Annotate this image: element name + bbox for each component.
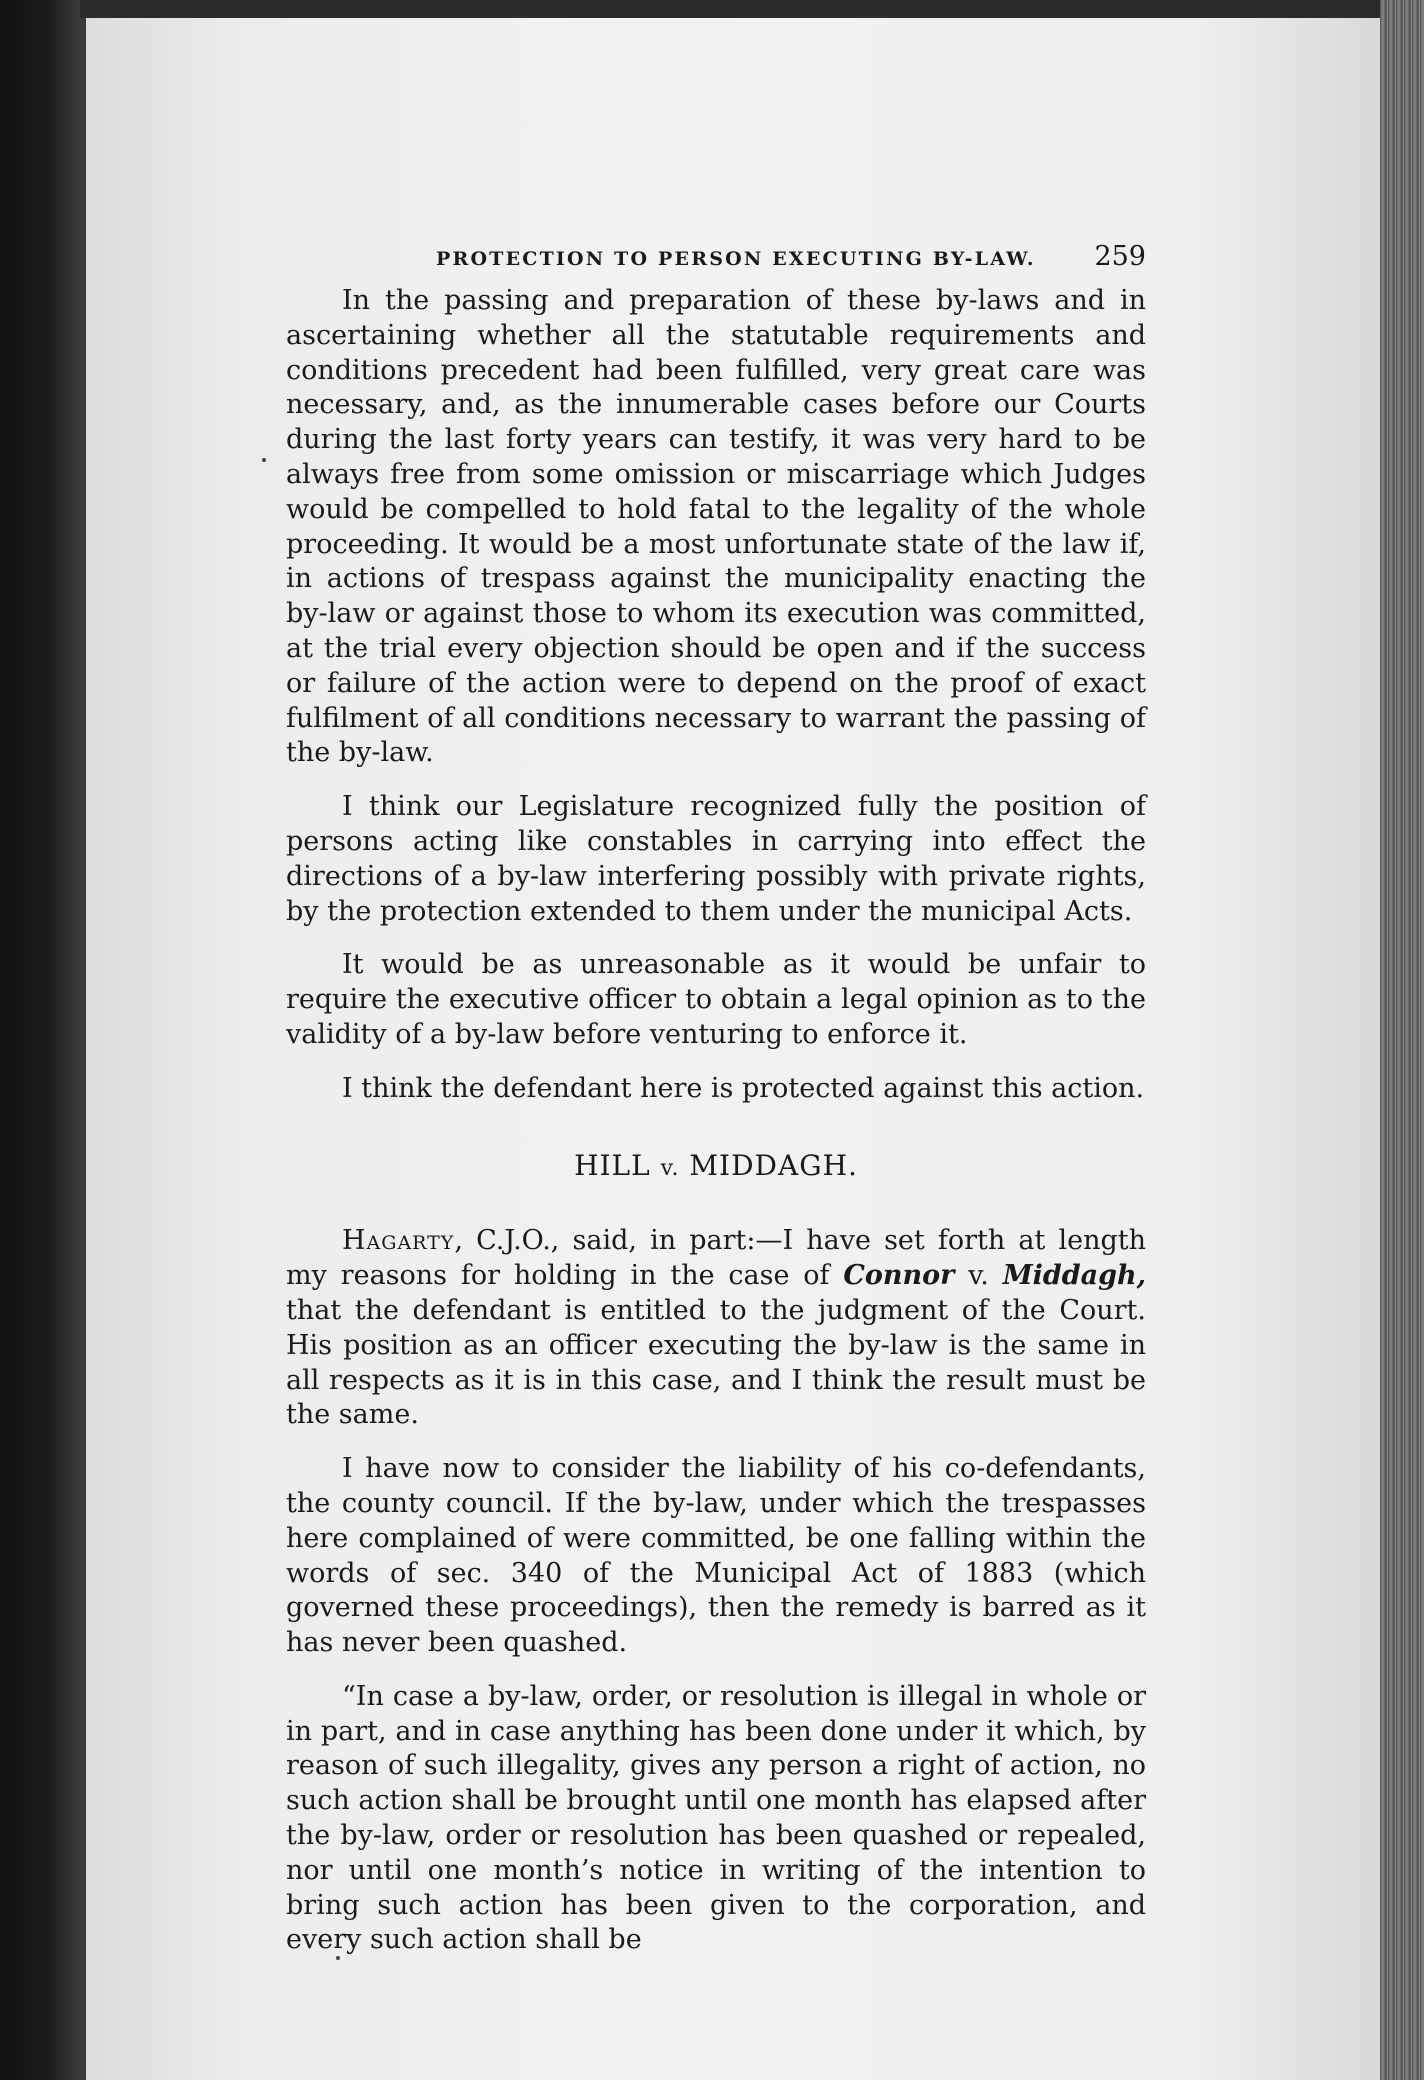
running-title: PROTECTION TO PERSON EXECUTING BY-LAW. <box>436 248 1036 270</box>
running-head <box>286 240 1146 280</box>
cited-case-party-a: Connor <box>843 1260 955 1292</box>
text-segment: that the defendant is entitled to the judgment of the Court. His position as an officer executing the by-law is the same in all respects as it is in this case, and I think the result must be the same. <box>286 1294 1146 1431</box>
cited-case-versus: v. <box>954 1260 1003 1292</box>
cited-case-party-b: Middagh, <box>1002 1260 1146 1292</box>
paragraph: I think the defendant here is protected against this action. <box>342 1072 1145 1104</box>
page-number: 259 <box>1094 241 1146 272</box>
text-segment: , C.J.O., said, in part:—I have set forth at length my reasons for holding in the case of <box>286 1225 1146 1292</box>
stray-ink-mark <box>262 458 266 462</box>
paragraph-hagarty <box>286 1224 1146 1433</box>
stray-ink-mark <box>336 1956 340 1960</box>
paragraph: It would be as unreasonable as it would be unfair to require the executive officer to obtain a legal opinion as to the validity of a by-law before venturing to enforce it. <box>286 949 1146 1050</box>
paragraph: I have now to consider the liability of his co-defendants, the county council. If the by-law, under which the trespasses here complained of were committed, be one falling within the words of sec. 340 of the Municipal Act of 1883 (which governed these proceedings), then the remedy is barred as it has never been quashed. <box>286 1453 1146 1659</box>
case-heading <box>286 1149 1146 1187</box>
page-stack-edge <box>1380 0 1424 2080</box>
page-text <box>286 240 1146 1977</box>
paragraph-quotation: “In case a by-law, order, or resolution is illegal in whole or in part, and in case anything has been done under it which, by reason of such illegality, gives any person a right of action, no such action shall be brought until one month has elapsed after the by-law, order or resolution has been quashed or repealed, nor until one month’s notice in writing of the intention to bring such action has been given to the corporation, and every such action shall be <box>286 1680 1146 1956</box>
case-party-right: MIDDAGH. <box>689 1148 858 1182</box>
paragraph: In the passing and preparation of these by-laws and in ascertaining whether all the statutable requirements and conditions precedent had been fulfilled, very great care was necessary, and, as the innumerable cases before our Courts during the last forty years can testify, it was very hard to be always free from some omission or miscarriage which Judges would be compelled to hold fatal to the legality of the whole proceeding. It would be a most unfortunate state of the law if, in actions of trespass against the municipality enacting the by-law or against those to whom its execution was committed, at the trial every objection should be open and if the success or failure of the action were to depend on the proof of exact fulfilment of all conditions necessary to warrant the passing of the by-law. <box>286 285 1146 769</box>
paragraph: I think our Legislature recognized fully the position of persons acting like constables in carrying into effect the directions of a by-law interfering possibly with private rights, by the protection extended to them under the municipal Acts. <box>286 791 1146 927</box>
case-party-left: HILL <box>574 1148 651 1182</box>
left-binding-edge <box>0 0 80 2080</box>
case-versus: v. <box>660 1155 680 1181</box>
speaker-name: Hagarty <box>342 1225 455 1257</box>
